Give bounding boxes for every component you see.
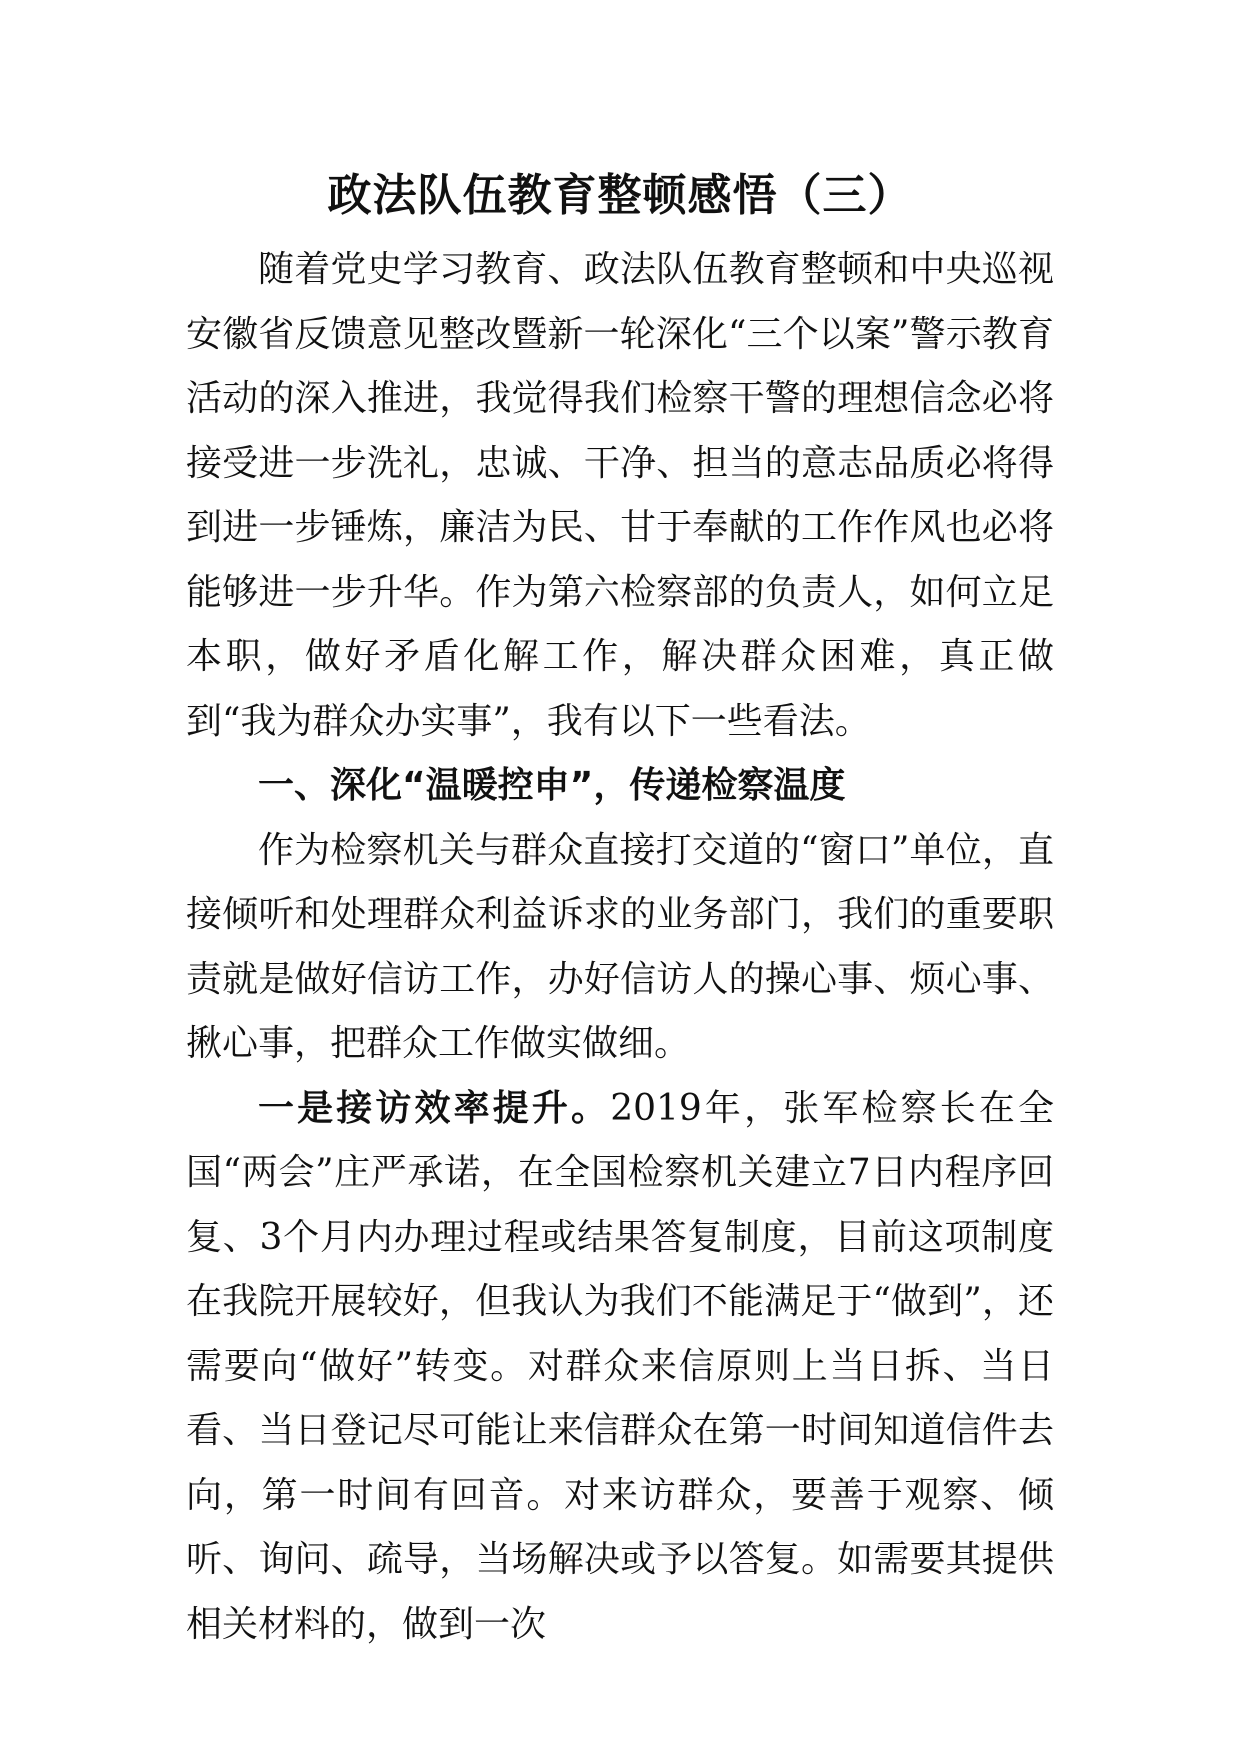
section-paragraph: 作为检察机关与群众直接打交道的“窗口”单位，直接倾听和处理群众利益诉求的业务部门，我们的重要职责就是做好信访工作，办好信访人的操心事、烦心事、揪心事，把群众工作做实做细。 — [186, 829, 1054, 1064]
point-lead: 一是接访效率提升。 — [258, 1087, 611, 1129]
section-heading: 一、深化“温暖控申”，传递检察温度 — [258, 765, 846, 806]
intro-paragraph: 随着党史学习教育、政法队伍教育整顿和中央巡视安徽省反馈意见整改暨新一轮深化“三个以案”警示教育活动的深入推进，我觉得我们检察干警的理想信念必将接受进一步洗礼，忠诚、干净、担当的意志品质必将得到进一步锤炼，廉洁为民、甘于奉献的工作作风也必将能够进一步升华。作为第六检察部的负责人，如何立足本职，做好矛盾化解工作，解决群众困难，真正做到“我为群众办实事”，我有以下一些看法。 — [186, 249, 1054, 742]
point-paragraph — [186, 1077, 1054, 1658]
document-body — [186, 160, 1054, 1657]
document-title: 政法队伍教育整顿感悟（三） — [327, 170, 913, 221]
point-text: 2019年，张军检察长在全国“两会”庄严承诺，在全国检察机关建立7日内程序回复、3个月内办理过程或结果答复制度，目前这项制度在我院开展较好，但我认为我们不能满足于“做到”，还需要向“做好”转变。对群众来信原则上当日拆、当日看、当日登记尽可能让来信群众在第一时间知道信件去向，第一时间有回音。对来访群众，要善于观察、倾听、询问、疏导，当场解决或予以答复。如需要其提供相关材料的，做到一次 — [186, 1087, 1054, 1645]
